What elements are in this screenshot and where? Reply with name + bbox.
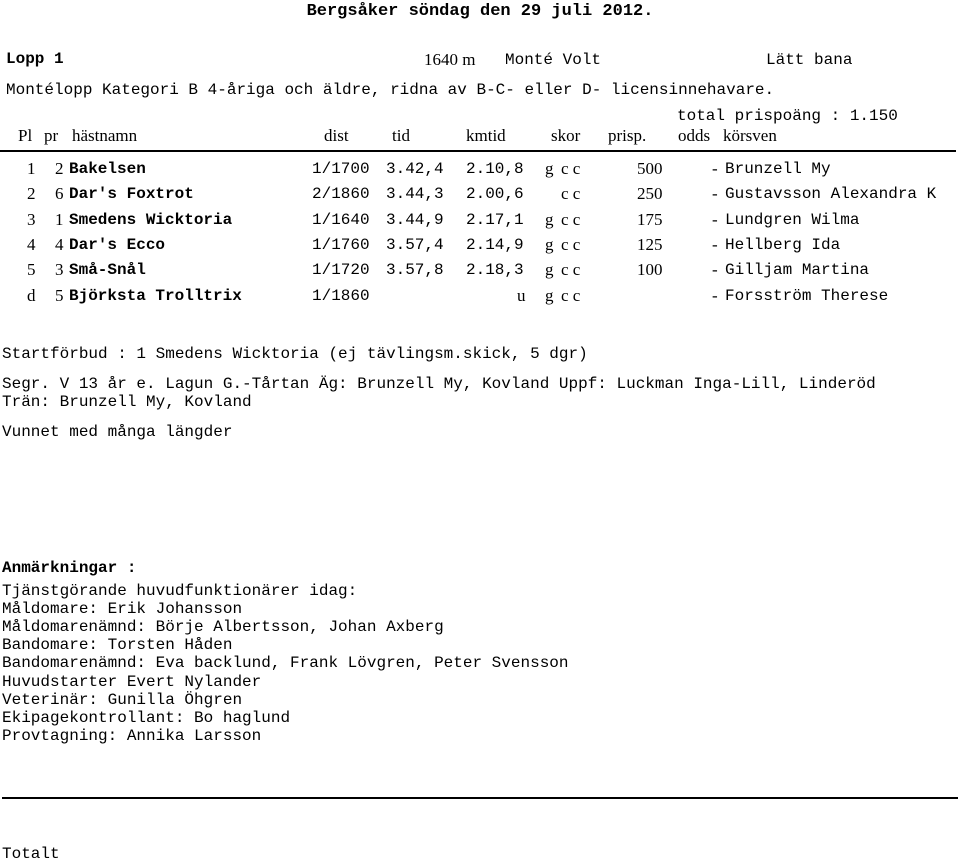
- remark-line: Tjänstgörande huvudfunktionärer idag:: [2, 582, 358, 600]
- cell-distance: 1/1640: [312, 211, 370, 229]
- cell-distance: 1/1720: [312, 261, 370, 279]
- cell-placement: 3: [27, 210, 36, 229]
- remark-line: Måldomarenämnd: Börje Albertsson, Johan Axberg: [2, 618, 444, 636]
- page-title: Bergsåker söndag den 29 juli 2012.: [306, 2, 654, 21]
- cell-prize: 250: [637, 184, 663, 203]
- cell-km-time: 2.00,6: [466, 185, 524, 203]
- cell-placement: d: [27, 286, 36, 305]
- remark-line: Huvudstarter Evert Nylander: [2, 673, 262, 691]
- cell-km-time: 2.10,8: [466, 160, 524, 178]
- cell-distance: 1/1760: [312, 236, 370, 254]
- cell-driver: Forsström Therese: [725, 287, 889, 305]
- cell-km-time: 2.18,3: [466, 261, 524, 279]
- cell-gallop-marker: g: [545, 286, 554, 305]
- cell-km-time: 2.14,9: [466, 236, 524, 254]
- cell-horse-name: Smedens Wicktoria: [69, 211, 233, 229]
- cell-odds: -: [712, 235, 718, 254]
- cell-driver: Gustavsson Alexandra K: [725, 185, 937, 203]
- cell-time: 3.44,3: [386, 185, 444, 203]
- cell-shoes: c c: [561, 260, 581, 279]
- column-header-dist: dist: [324, 126, 349, 145]
- remark-line: Veterinär: Gunilla Öhgren: [2, 691, 243, 709]
- cell-placement: 5: [27, 260, 36, 279]
- race-type: Monté Volt: [505, 51, 602, 69]
- race-distance: 1640 m: [424, 50, 476, 69]
- won-by-note: Vunnet med många längder: [2, 423, 233, 441]
- remark-line: Bandomarenämnd: Eva backlund, Frank Lövgren, Peter Svensson: [2, 654, 569, 672]
- total-prize-points: total prispoäng : 1.150: [677, 107, 898, 125]
- cell-horse-name: Björksta Trolltrix: [69, 287, 242, 305]
- cell-driver: Gilljam Martina: [725, 261, 870, 279]
- remark-line: Måldomare: Erik Johansson: [2, 600, 243, 618]
- cell-driver: Brunzell My: [725, 160, 831, 178]
- cell-time: 3.42,4: [386, 160, 444, 178]
- cell-post-position: 2: [55, 159, 64, 178]
- cell-placement: 4: [27, 235, 36, 254]
- remarks-heading: Anmärkningar :: [2, 559, 137, 577]
- footer-divider: [2, 797, 958, 799]
- cell-distance: 2/1860: [312, 185, 370, 203]
- column-header-shoes: skor: [551, 126, 581, 145]
- cell-distance: 1/1860: [312, 287, 370, 305]
- cell-shoes: c c: [561, 286, 581, 305]
- cell-horse-name: Dar's Ecco: [69, 236, 166, 254]
- cell-time: 3.57,8: [386, 261, 444, 279]
- cell-post-position: 1: [55, 210, 64, 229]
- cell-gallop-marker: g: [545, 260, 554, 279]
- cell-horse-name: Bakelsen: [69, 160, 146, 178]
- cell-gallop-marker: g: [545, 159, 554, 178]
- cell-prize: 125: [637, 235, 663, 254]
- cell-post-position: 3: [55, 260, 64, 279]
- cell-placement: 1: [27, 159, 36, 178]
- cell-gallop-marker: g: [545, 210, 554, 229]
- cell-km-time: 2.17,1: [466, 211, 524, 229]
- cell-odds: -: [712, 159, 718, 178]
- cell-odds: -: [712, 184, 718, 203]
- column-header-pr: pr: [44, 126, 59, 145]
- column-header-kmtime: kmtid: [466, 126, 506, 145]
- cell-odds: -: [712, 260, 718, 279]
- winner-pedigree-line: Segr. V 13 år e. Lagun G.-Tårtan Äg: Brunzell My, Kovland Uppf: Luckman Inga-Lill, Linderöd: [2, 375, 876, 393]
- cell-gallop-marker: g: [545, 235, 554, 254]
- track-condition: Lätt bana: [766, 51, 853, 69]
- column-header-pl: Pl: [18, 126, 33, 145]
- cell-post-position: 4: [55, 235, 64, 254]
- cell-shoes: c c: [561, 235, 581, 254]
- column-header-odds: odds: [678, 126, 711, 145]
- header-divider: [0, 150, 956, 152]
- cell-post-position: 5: [55, 286, 64, 305]
- cell-driver: Lundgren Wilma: [725, 211, 860, 229]
- cell-prize: 100: [637, 260, 663, 279]
- remark-line: Bandomare: Torsten Håden: [2, 636, 233, 654]
- cell-prize: 175: [637, 210, 663, 229]
- cell-horse-name: Dar's Foxtrot: [69, 185, 194, 203]
- cell-status: u: [517, 286, 526, 305]
- cell-shoes: c c: [561, 184, 581, 203]
- cell-odds: -: [712, 286, 718, 305]
- column-header-time: tid: [392, 126, 410, 145]
- column-header-horse: hästnamn: [72, 126, 138, 145]
- start-ban-note: Startförbud : 1 Smedens Wicktoria (ej tävlingsm.skick, 5 dgr): [2, 345, 588, 363]
- cell-odds: -: [712, 210, 718, 229]
- total-label: Totalt: [2, 845, 60, 863]
- cell-time: 3.57,4: [386, 236, 444, 254]
- race-description: Montélopp Kategori B 4-åriga och äldre, ridna av B-C- eller D- licensinnehavare.: [6, 81, 775, 99]
- remark-line: Provtagning: Annika Larsson: [2, 727, 262, 745]
- cell-distance: 1/1700: [312, 160, 370, 178]
- cell-placement: 2: [27, 184, 36, 203]
- column-header-prize: prisp.: [608, 126, 647, 145]
- winner-trainer-line: Trän: Brunzell My, Kovland: [2, 393, 252, 411]
- cell-prize: 500: [637, 159, 663, 178]
- cell-shoes: c c: [561, 210, 581, 229]
- cell-post-position: 6: [55, 184, 64, 203]
- cell-time: 3.44,9: [386, 211, 444, 229]
- race-label: Lopp 1: [6, 50, 64, 68]
- cell-driver: Hellberg Ida: [725, 236, 841, 254]
- cell-shoes: c c: [561, 159, 581, 178]
- remark-line: Ekipagekontrollant: Bo haglund: [2, 709, 291, 727]
- cell-horse-name: Små-Snål: [69, 261, 146, 279]
- column-header-driver: körsven: [723, 126, 777, 145]
